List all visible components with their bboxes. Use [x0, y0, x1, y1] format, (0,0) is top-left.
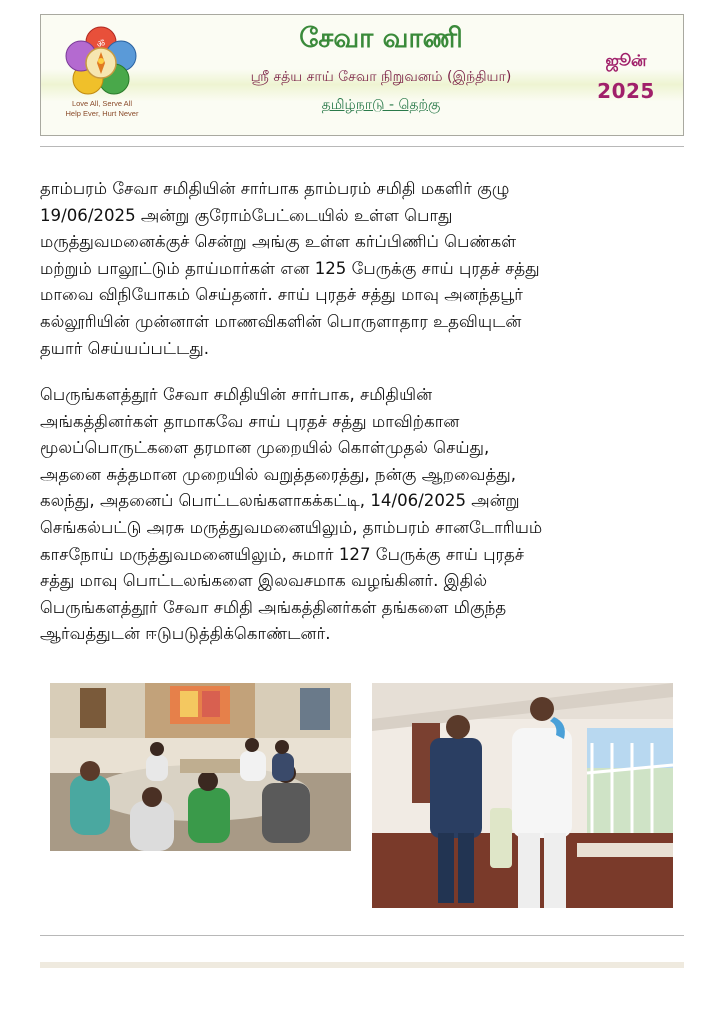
footer-band	[40, 962, 684, 968]
organization-name: ஸ்ரீ சத்ய சாய் சேவா நிறுவனம் (இந்தியா)	[250, 69, 512, 85]
paragraph-2-line: கலந்து, அதனைப் பொட்டலங்களாகக்கட்டி, 14/06/2025 அன்று	[40, 491, 520, 511]
paragraph-1-line: 19/06/2025 அன்று குரோம்பேட்டையில் உள்ள பொது	[40, 205, 453, 225]
logo-motto	[51, 99, 153, 119]
issue-month: ஜூன்	[605, 51, 647, 70]
paragraph-2-line: பெருங்களத்தூர் சேவா சமிதி அங்கத்தினர்கள் தங்களை மிகுந்த	[40, 597, 507, 617]
sathya-sai-logo	[61, 23, 141, 99]
paragraph-2-line: பெருங்களத்தூர் சேவா சமிதியின் சார்பாக, சமிதியின்	[40, 385, 433, 404]
region-label	[191, 97, 571, 115]
om-glyph: ॐ	[96, 40, 106, 50]
paragraph-2-line: ஆர்வத்துடன் ஈடுபடுத்திக்கொண்டனர்.	[40, 624, 331, 644]
region-link-text: தமிழ்நாடு - தெற்கு	[321, 97, 441, 113]
newsletter-title: சேவா வாணி	[299, 23, 463, 54]
newsletter-header	[40, 14, 684, 136]
photo-volunteers-packing	[50, 683, 351, 851]
photo-distribution-handover	[372, 683, 673, 908]
article-paragraph-1	[40, 176, 686, 362]
paragraph-2-line: சத்து மாவு பொட்டலங்களை இலவசமாக வழங்கினர். இதில்	[40, 571, 488, 591]
motto-line-2: Help Ever, Hurt Never	[65, 109, 139, 118]
paragraph-2-line: அதனை சுத்தமான முறையில் வறுத்தரைத்து, நன்கு ஆறவைத்து,	[40, 464, 517, 484]
article-paragraph-2	[40, 382, 686, 648]
issue-year: 2025	[597, 79, 655, 103]
paragraph-1-line: தயார் செய்யப்பட்டது.	[40, 338, 209, 358]
paragraph-2-line: மூலப்பொருட்களை தரமான முறையில் கொள்முதல் செய்து,	[40, 438, 490, 458]
paragraph-1-line: மாவை விநியோகம் செய்தனர். சாய் புரதச் சத்து மாவு அனந்தபூர்	[40, 285, 523, 305]
paragraph-2-line: செங்கல்பட்டு அரசு மருத்துவமனையிலும், தாம்பரம் சானடோரியம்	[40, 517, 543, 537]
paragraph-1-line: தாம்பரம் சேவா சமிதியின் சார்பாக தாம்பரம் சமிதி மகளிர் குழு	[40, 179, 510, 198]
paragraph-1-line: கல்லூரியின் முன்னாள் மாணவிகளின் பொருளாதார உதவியுடன்	[40, 311, 522, 331]
paragraph-1-line: மருத்துவமனைக்குச் சென்று அங்கு உள்ள கர்ப்பிணிப் பெண்கள்	[40, 232, 517, 252]
header-divider	[40, 146, 684, 147]
motto-line-1: Love All, Serve All	[71, 99, 133, 108]
paragraph-2-line: காசநோய் மருத்துவமனையிலும், சுமார் 127 பேருக்கு சாய் புரதச்	[40, 544, 525, 564]
paragraph-1-line: மற்றும் பாலூட்டும் தாய்மார்கள் என 125 பேருக்கு சாய் புரதச் சத்து	[40, 258, 540, 278]
footer-divider	[40, 935, 684, 936]
paragraph-2-line: அங்கத்தினர்கள் தாமாகவே சாய் புரதச் சத்து மாவிற்கான	[40, 411, 460, 431]
